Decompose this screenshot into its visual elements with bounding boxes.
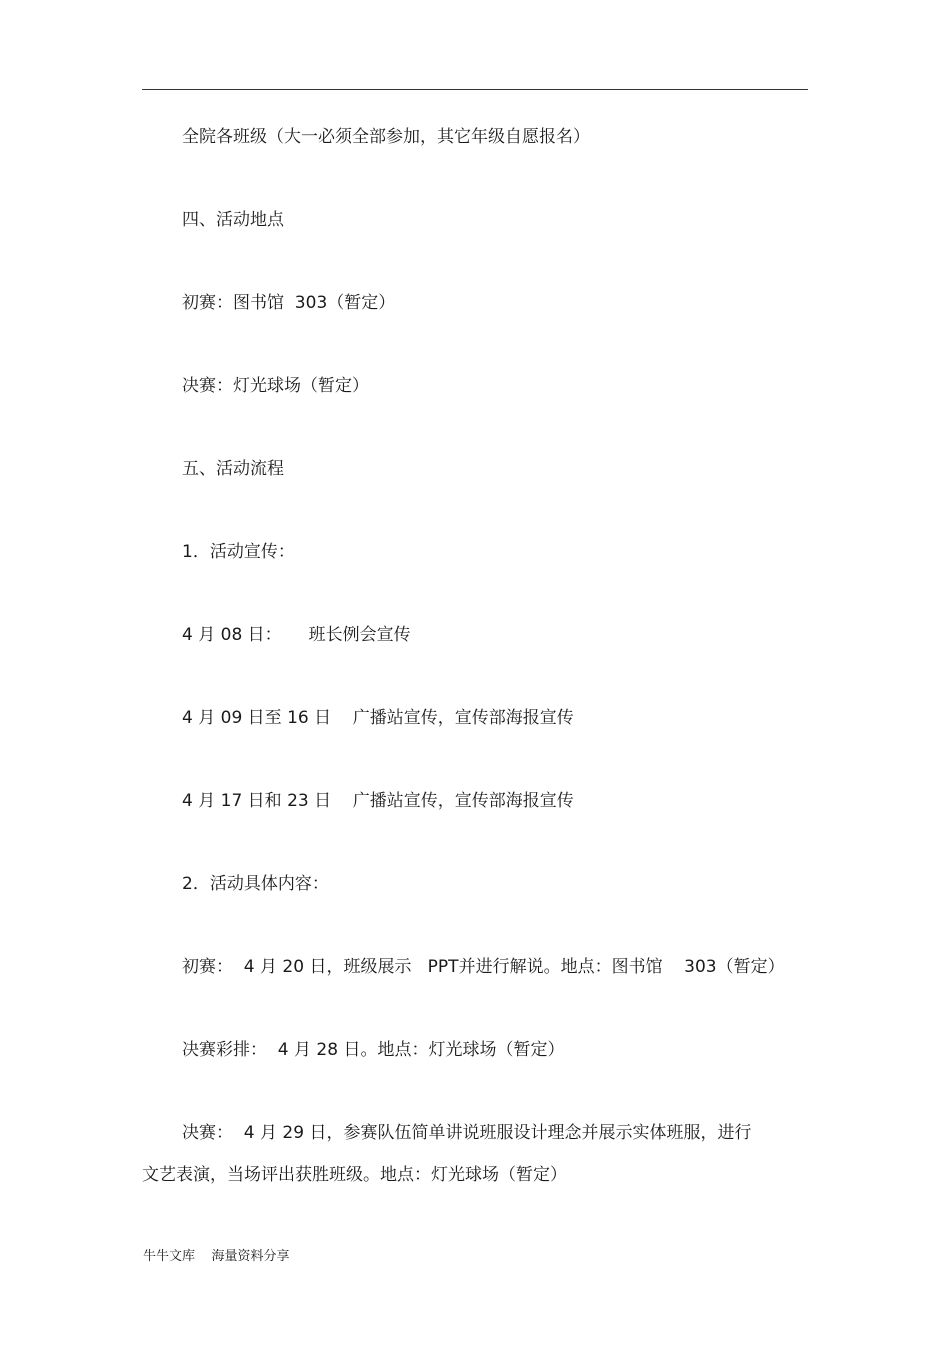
schedule-item-0417-23: 4 月 17 日和 23 日 广播站宣传，宣传部海报宣传 bbox=[182, 791, 574, 811]
header-rule bbox=[142, 89, 808, 90]
paragraph-preliminary-location: 初赛：图书馆 303（暂定） bbox=[182, 293, 396, 313]
page-footer: 牛牛文库 海量资料分享 bbox=[143, 1249, 290, 1264]
paragraph-final-line2: 文艺表演，当场评出获胜班级。地点：灯光球场（暂定） bbox=[142, 1165, 567, 1185]
paragraph-final-line1: 决赛： 4 月 29 日，参赛队伍简单讲说班服设计理念并展示实体班服，进行 bbox=[182, 1123, 752, 1143]
paragraph-participants: 全院各班级（大一必须全部参加，其它年级自愿报名） bbox=[182, 127, 590, 147]
section-heading-process: 五、活动流程 bbox=[182, 459, 284, 479]
subheading-content: 2．活动具体内容： bbox=[182, 874, 329, 894]
paragraph-rehearsal: 决赛彩排： 4 月 28 日。地点：灯光球场（暂定） bbox=[182, 1040, 565, 1060]
schedule-item-0408: 4 月 08 日： 班长例会宣传 bbox=[182, 625, 411, 645]
schedule-item-0409-16: 4 月 09 日至 16 日 广播站宣传，宣传部海报宣传 bbox=[182, 708, 574, 728]
paragraph-final-location: 决赛：灯光球场（暂定） bbox=[182, 376, 369, 396]
section-heading-location: 四、活动地点 bbox=[182, 210, 284, 230]
subheading-publicity: 1．活动宣传： bbox=[182, 542, 295, 562]
paragraph-preliminary: 初赛： 4 月 20 日，班级展示 PPT并进行解说。地点：图书馆 303（暂定） bbox=[182, 957, 785, 977]
